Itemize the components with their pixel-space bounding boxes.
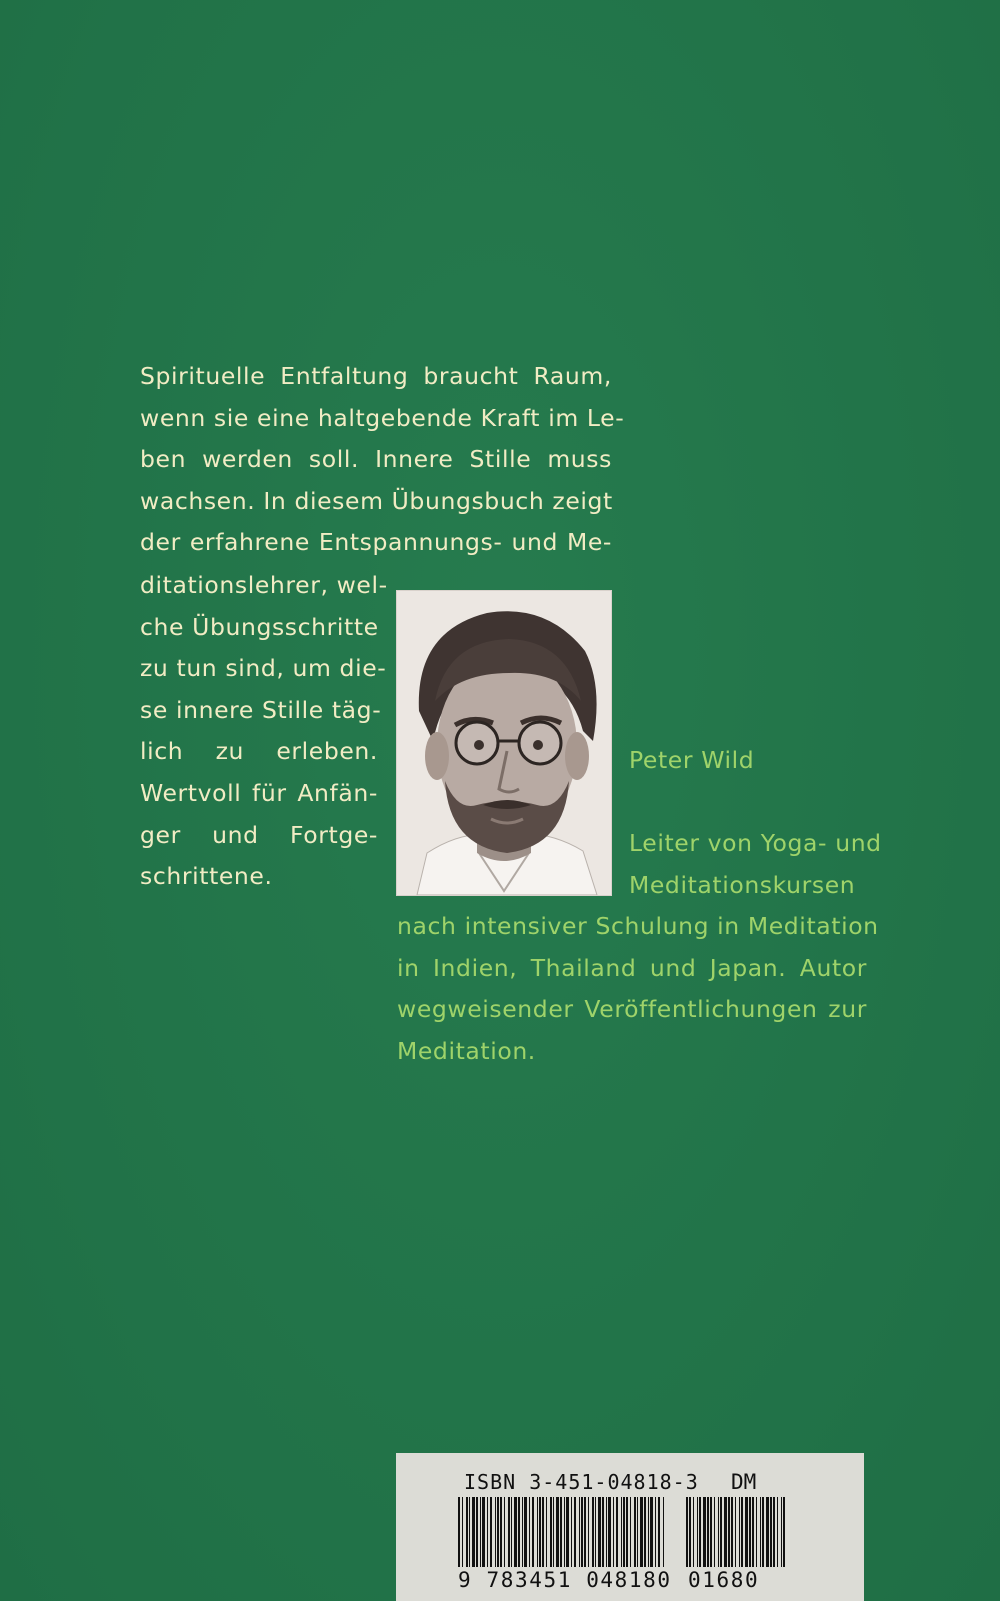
barcode-bar — [634, 1497, 636, 1567]
barcode-bar — [550, 1497, 552, 1567]
barcode-bar — [707, 1497, 709, 1567]
barcode-bar — [476, 1497, 478, 1567]
barcode-bar — [781, 1497, 782, 1567]
barcode-bar — [458, 1497, 460, 1567]
barcode-bar — [697, 1497, 698, 1567]
barcode-bar — [500, 1497, 502, 1567]
barcode-bar — [739, 1497, 740, 1567]
barcode-bar — [581, 1497, 583, 1567]
ean-barcode-bars — [458, 1497, 664, 1567]
barcode-bar — [762, 1497, 764, 1567]
barcode-bar — [749, 1497, 751, 1567]
barcode-bar — [616, 1497, 618, 1567]
barcode-bar — [720, 1497, 722, 1567]
barcode-bar — [689, 1497, 691, 1567]
blurb-line: lich zu erleben. — [140, 737, 378, 766]
author-bio-below-photo — [397, 906, 879, 1072]
barcode-bar — [504, 1497, 505, 1567]
barcode-bar — [602, 1497, 604, 1567]
barcode-bar — [472, 1497, 475, 1567]
barcode-bar — [777, 1497, 778, 1567]
blurb-line: ditationslehrer, wel- — [140, 571, 388, 599]
barcode-bar — [537, 1497, 538, 1567]
barcode-bar — [650, 1497, 653, 1567]
barcode-bar — [655, 1497, 656, 1567]
barcode-bar — [770, 1497, 772, 1567]
barcode-bar — [626, 1497, 628, 1567]
ean-number: 9 783451 048180 — [458, 1568, 672, 1592]
barcode-bar — [724, 1497, 727, 1567]
barcode-bar — [686, 1497, 688, 1567]
barcode-bar — [514, 1497, 517, 1567]
barcode-bar — [518, 1497, 520, 1567]
barcode-label — [396, 1453, 864, 1601]
barcode-bar — [487, 1497, 488, 1567]
barcode-bar — [592, 1497, 594, 1567]
barcode-bar — [766, 1497, 769, 1567]
author-bio-line: wegweisender Veröffentlichungen zur — [397, 995, 867, 1024]
currency-label: DM — [731, 1470, 757, 1494]
barcode-bar — [588, 1497, 589, 1567]
blurb-line: Spirituelle Entfaltung braucht Raum, — [140, 362, 612, 390]
barcode-bar — [529, 1497, 530, 1567]
blurb-line: wenn sie eine haltgebende Kraft im Le- — [140, 403, 625, 432]
barcode-bar — [718, 1497, 719, 1567]
barcode-bar — [745, 1497, 748, 1567]
barcode-bar — [564, 1497, 565, 1567]
barcode-bar — [539, 1497, 541, 1567]
blurb-line: ben werden soll. Innere Stille muss — [140, 445, 612, 474]
author-photo — [396, 590, 612, 896]
isbn-label: ISBN 3-451-04818-3 — [464, 1470, 699, 1494]
barcode-bar — [532, 1497, 534, 1567]
barcode-bar — [731, 1497, 733, 1567]
barcode-bar — [511, 1497, 512, 1567]
price-barcode-bars — [686, 1497, 785, 1567]
barcode-bar — [714, 1497, 715, 1567]
barcode-bar — [522, 1497, 523, 1567]
barcode-bar — [608, 1497, 611, 1567]
author-bio-line: Leiter von Yoga- und — [629, 829, 882, 857]
barcode-bar — [663, 1497, 664, 1567]
blurb-line: Wertvoll für Anfän- — [140, 778, 378, 807]
barcode-bar — [648, 1497, 649, 1567]
author-portrait-graphic — [397, 591, 611, 895]
barcode-bar — [630, 1497, 631, 1567]
barcode-bar — [508, 1497, 510, 1567]
author-bio-line: in Indien, Thailand und Japan. Autor — [397, 953, 867, 982]
barcode-bar — [756, 1497, 757, 1567]
barcode-bar — [542, 1497, 544, 1567]
barcode-bar — [579, 1497, 580, 1567]
barcode-bar — [524, 1497, 527, 1567]
barcode-bar — [699, 1497, 701, 1567]
barcode-bar — [571, 1497, 572, 1567]
barcode-bar — [728, 1497, 730, 1567]
barcode-bar — [710, 1497, 712, 1567]
blurb-text-top — [140, 356, 625, 564]
author-name: Peter Wild — [629, 746, 755, 774]
blurb-line: ger und Fortge- — [140, 820, 378, 849]
barcode-bar — [621, 1497, 622, 1567]
barcode-bar — [773, 1497, 775, 1567]
barcode-bar — [482, 1497, 485, 1567]
blurb-line: zu tun sind, um die- — [140, 654, 387, 683]
blurb-text-left — [140, 565, 388, 898]
barcode-bar — [560, 1497, 562, 1567]
barcode-bar — [752, 1497, 754, 1567]
barcode-bar — [462, 1497, 463, 1567]
blurb-line: schrittene. — [140, 862, 273, 891]
barcode-bar — [760, 1497, 761, 1567]
price-code-number: 01680 — [688, 1568, 760, 1592]
barcode-bar — [693, 1497, 694, 1567]
barcode-bar — [466, 1497, 468, 1567]
barcode-bar — [783, 1497, 785, 1567]
barcode-bar — [566, 1497, 569, 1567]
barcode-bar — [598, 1497, 601, 1567]
barcode-bar — [640, 1497, 643, 1567]
barcode-bar — [556, 1497, 559, 1567]
barcode-bar — [553, 1497, 554, 1567]
barcode-bar — [469, 1497, 470, 1567]
barcode-bar — [480, 1497, 481, 1567]
barcode-bar — [613, 1497, 614, 1567]
barcode-bar — [584, 1497, 586, 1567]
author-bio-line: Meditationskursen — [629, 870, 856, 899]
barcode-bar — [741, 1497, 743, 1567]
barcode-bar — [495, 1497, 496, 1567]
barcode-bar — [546, 1497, 547, 1567]
barcode-bar — [595, 1497, 596, 1567]
barcode-bar — [574, 1497, 576, 1567]
author-bio-line: Meditation. — [397, 1036, 536, 1065]
barcode-bar — [637, 1497, 638, 1567]
barcode-bar — [623, 1497, 625, 1567]
blurb-line: che Übungsschritte — [140, 612, 379, 641]
blurb-line: wachsen. In diesem Übungsbuch zeigt — [140, 486, 613, 515]
barcode-bar — [644, 1497, 646, 1567]
blurb-line: der erfahrene Entspannungs- und Me- — [140, 528, 612, 557]
author-bio-line: nach intensiver Schulung in Meditation — [397, 912, 879, 940]
author-bio-beside-photo — [629, 823, 882, 906]
blurb-line: se innere Stille täg- — [140, 695, 382, 724]
barcode-bar — [703, 1497, 706, 1567]
barcode-bar — [606, 1497, 607, 1567]
barcode-bar — [735, 1497, 736, 1567]
barcode-bar — [497, 1497, 499, 1567]
barcode-bar — [658, 1497, 660, 1567]
barcode-bar — [490, 1497, 492, 1567]
